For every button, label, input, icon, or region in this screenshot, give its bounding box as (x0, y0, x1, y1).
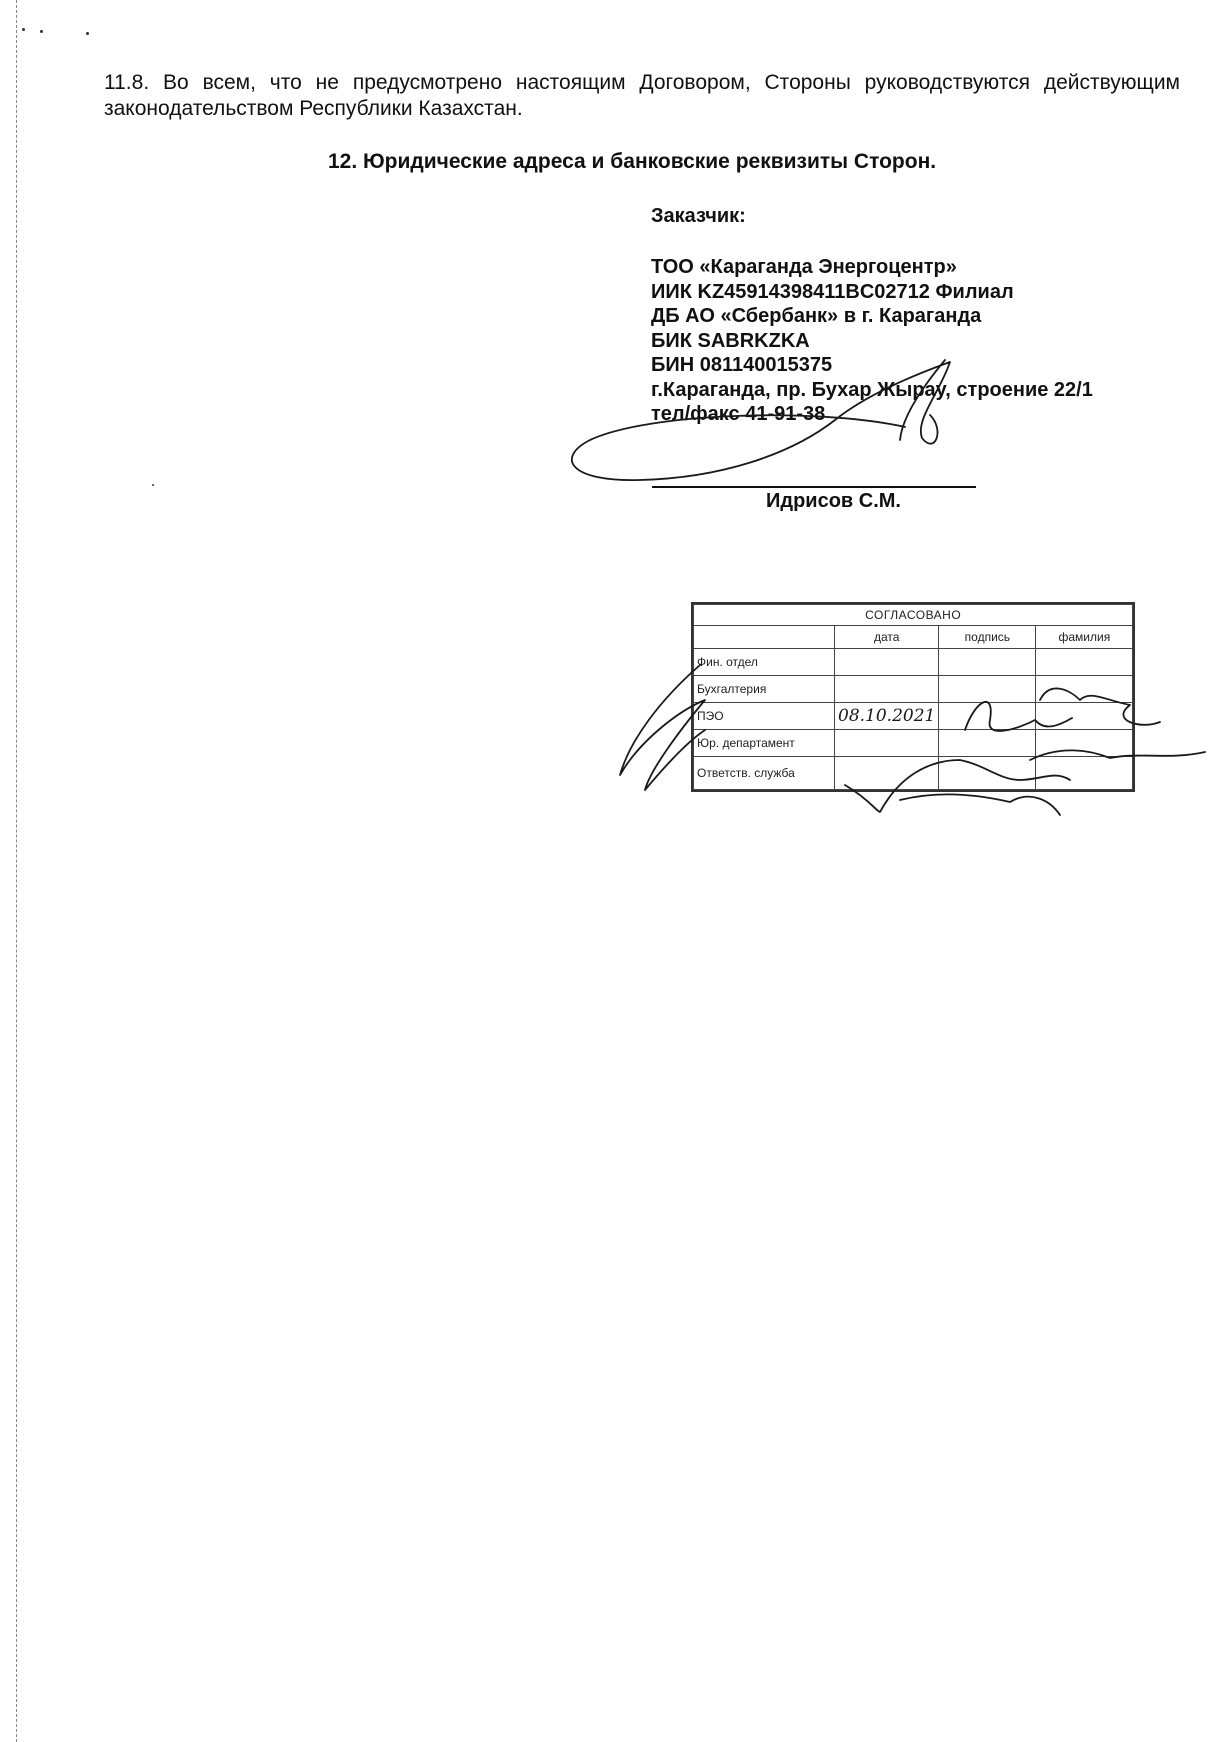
customer-details (651, 255, 1093, 427)
customer-label: Заказчик: (651, 205, 746, 227)
stamp-surname-cell (1036, 730, 1133, 757)
stamp-dept: ПЭО (694, 703, 835, 730)
stamp-surname-cell (1036, 676, 1133, 703)
stamp-signature-cell (939, 757, 1036, 790)
scan-speck (152, 484, 154, 486)
customer-bank: ДБ АО «Сбербанк» в г. Караганда (651, 305, 982, 327)
stamp-title: СОГЛАСОВАНО (694, 605, 1133, 626)
stamp-col-signature: подпись (939, 626, 1036, 649)
stamp-bottom-signature-2 (900, 794, 1060, 815)
scan-speck (22, 28, 25, 31)
customer-address: г.Караганда, пр. Бухар Жырау, строение 22/1 (651, 378, 1093, 401)
customer-bin: БИН 081140015375 (651, 354, 833, 376)
signatory-name: Идрисов С.М. (766, 490, 901, 512)
stamp-signature-cell (939, 649, 1036, 676)
stamp-date (835, 757, 939, 790)
stamp-signature-cell (939, 703, 1036, 730)
customer-iik: ИИК KZ45914398411BC02712 Филиал (651, 280, 1014, 303)
left-margin-line (16, 0, 17, 1742)
stamp-surname-cell (1036, 649, 1133, 676)
stamp-row (694, 703, 1133, 730)
stamp-row (694, 676, 1133, 703)
stamp-dept: Фин. отдел (694, 649, 835, 676)
stamp-date (835, 676, 939, 703)
section-12-title: 12. Юридические адреса и банковские реквизиты Сторон. (328, 150, 937, 173)
stamp-date: 08.10.2021 (835, 703, 939, 730)
stamp-col-date: дата (835, 626, 939, 649)
stamp-dept: Ответств. служба (694, 757, 835, 790)
stamp-signature-cell (939, 730, 1036, 757)
stamp-date (835, 649, 939, 676)
signature-line (652, 486, 976, 488)
stamp-date (835, 730, 939, 757)
stamp-dept: Юр. департамент (694, 730, 835, 757)
approval-stamp-table (693, 604, 1133, 790)
stamp-surname-cell (1036, 703, 1133, 730)
scan-speck (86, 32, 89, 35)
stamp-surname-cell (1036, 757, 1133, 790)
customer-name: ТОО «Караганда Энергоцентр» (651, 256, 957, 278)
stamp-row (694, 757, 1133, 790)
stamp-row (694, 730, 1133, 757)
customer-bik: БИК SABRKZKA (651, 329, 810, 352)
stamp-col-surname: фамилия (1036, 626, 1133, 649)
clause-11-8: 11.8. Во всем, что не предусмотрено настоящим Договором, Стороны руководствуются действующим законодательством Республики Казахстан. (104, 71, 1180, 120)
stamp-corner-cell (694, 626, 835, 649)
stamp-dept: Бухгалтерия (694, 676, 835, 703)
customer-phone: тел/факс 41-91-38 (651, 403, 826, 425)
stamp-row (694, 649, 1133, 676)
scan-speck (40, 30, 43, 33)
stamp-signature-cell (939, 676, 1036, 703)
